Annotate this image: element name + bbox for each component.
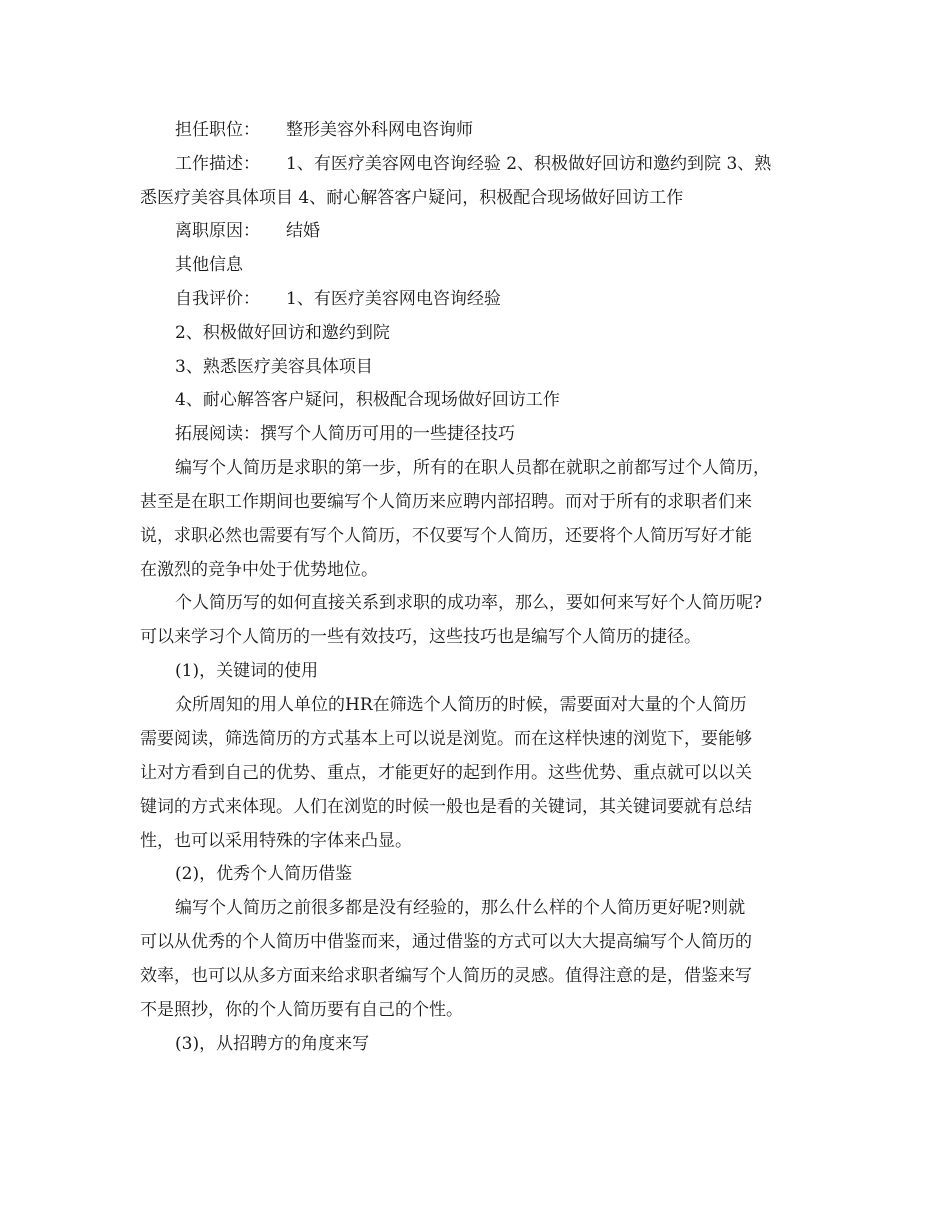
desc-line-2: 悉医疗美容具体项目 4、耐心解答客户疑问，积极配合现场做好回访工作	[140, 188, 684, 208]
para-2-line-1: 个人简历写的如何直接关系到求职的成功率，那么，要如何来写好个人简历呢?	[175, 593, 763, 613]
section-heading-2: (2)，优秀个人简历借鉴	[175, 864, 353, 884]
para-4-line-2: 可以从优秀的个人简历中借鉴而来，通过借鉴的方式可以大大提高编写个人简历的	[140, 932, 752, 952]
para-3-line-1: 众所周知的用人单位的HR在筛选个人简历的时候，需要面对大量的个人简历	[175, 695, 747, 715]
desc-label: 工作描述：	[175, 154, 260, 174]
self-label: 自我评价：	[175, 289, 260, 309]
para-2-line-2: 可以来学习个人简历的一些有效技巧，这些技巧也是编写个人简历的捷径。	[140, 627, 701, 647]
para-4-line-1: 编写个人简历之前很多都是没有经验的，那么什么样的个人简历更好呢?则就	[175, 898, 746, 918]
leave-row	[175, 220, 320, 242]
other-heading: 其他信息	[175, 255, 243, 275]
para-1-line-3: 说，求职必然也需要有写个人简历，不仅要写个人简历，还要将个人简历写好才能	[140, 526, 752, 546]
article-title: 拓展阅读：撰写个人简历可用的一些捷径技巧	[175, 424, 515, 444]
section-heading-1: (1)，关键词的使用	[175, 661, 319, 681]
para-3-line-5: 性，也可以采用特殊的字体来凸显。	[140, 831, 412, 851]
self-item-1: 1、有医疗美容网电咨询经验	[286, 289, 501, 309]
leave-label: 离职原因：	[175, 221, 260, 241]
para-1-line-2: 甚至是在职工作期间也要编写个人简历来应聘内部招聘。而对于所有的求职者们来	[140, 492, 752, 512]
self-row	[175, 288, 501, 310]
para-3-line-3: 让对方看到自己的优势、重点，才能更好的起到作用。这些优势、重点就可以以关	[140, 763, 752, 783]
self-item-3: 3、熟悉医疗美容具体项目	[175, 357, 373, 377]
self-item-2: 2、积极做好回访和邀约到院	[175, 323, 390, 343]
leave-value: 结婚	[286, 221, 320, 241]
self-item-4: 4、耐心解答客户疑问，积极配合现场做好回访工作	[175, 390, 560, 410]
position-value: 整形美容外科网电咨询师	[286, 120, 473, 140]
para-4-line-4: 不是照抄，你的个人简历要有自己的个性。	[140, 1000, 463, 1020]
position-label: 担任职位：	[175, 120, 260, 140]
para-1-line-1: 编写个人简历是求职的第一步，所有的在职人员都在就职之前都写过个人简历，	[175, 458, 770, 478]
para-4-line-3: 效率，也可以从多方面来给求职者编写个人简历的灵感。值得注意的是，借鉴来写	[140, 966, 752, 986]
desc-line-1: 1、有医疗美容网电咨询经验 2、积极做好回访和邀约到院 3、熟	[286, 154, 772, 174]
para-1-line-4: 在激烈的竞争中处于优势地位。	[140, 560, 378, 580]
para-3-line-2: 需要阅读，筛选简历的方式基本上可以说是浏览。而在这样快速的浏览下，要能够	[140, 729, 752, 749]
section-heading-3: (3)，从招聘方的角度来写	[175, 1034, 370, 1054]
para-3-line-4: 键词的方式来体现。人们在浏览的时候一般也是看的关键词，其关键词要就有总结	[140, 797, 752, 817]
position-row	[175, 119, 473, 141]
desc-row	[175, 153, 771, 175]
